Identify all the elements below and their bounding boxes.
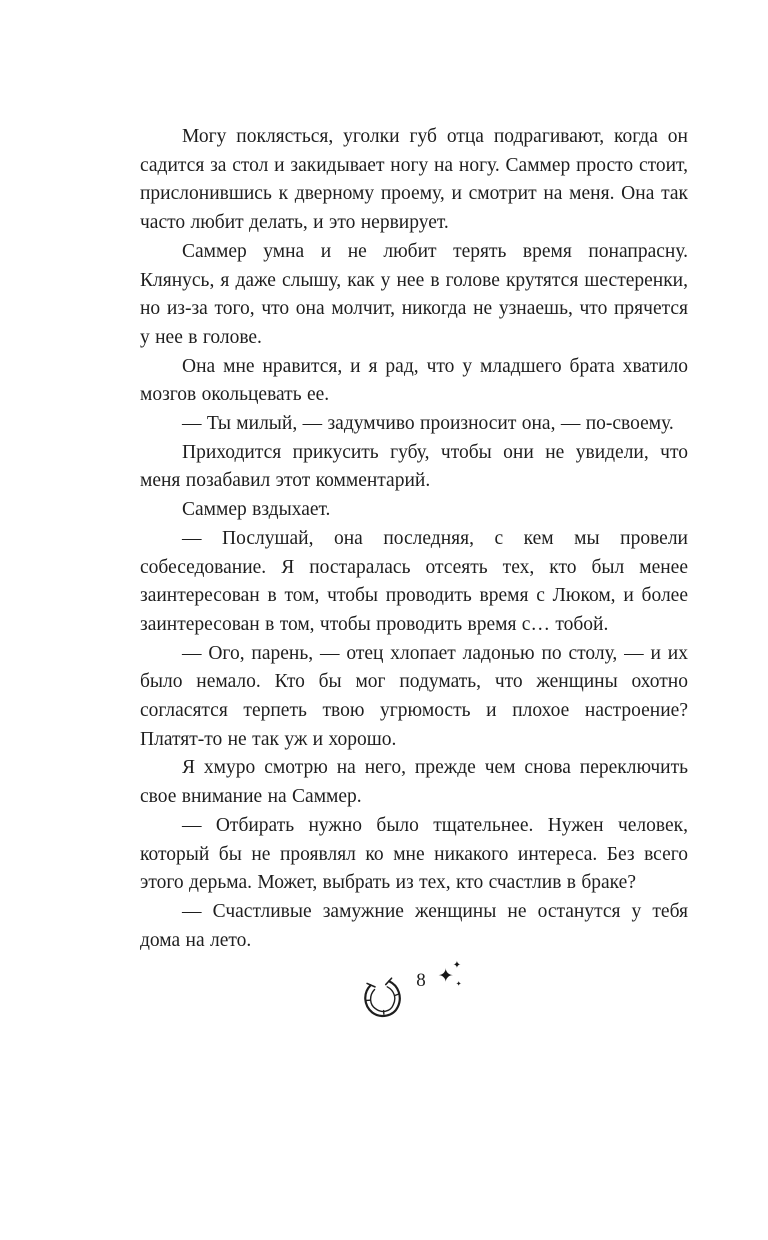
page-number: 8 (416, 970, 426, 992)
paragraph-dialogue: — Ого, парень, — отец хлопает ладонью по столу, — и их было немало. Кто бы мог подумать, что женщины охотно согласятся терпеть твою угрюмость и плохое настроение? Платят-то не так уж и хорошо. (140, 642, 688, 750)
paragraph: Приходится прикусить губу, чтобы они не увидели, что меня позабавил этот комментарий. (140, 441, 688, 492)
horseshoe-icon (355, 969, 411, 1032)
sparkles-icon (432, 961, 468, 995)
paragraph: Она мне нравится, и я рад, что у младшего брата хватило мозгов окольцевать ее. (140, 355, 688, 406)
paragraph: Могу поклясться, уголки губ отца подрагивают, когда он садится за стол и закидывает ногу на ногу. Саммер просто стоит, прислонившись к дверному проему, и смотрит на меня. Она так часто любит делать, и это нервирует. (140, 126, 688, 234)
sparkle-star-dot: ✦ (455, 980, 462, 989)
paragraph-dialogue: — Счастливые замужние женщины не останутся у тебя дома на лето. (140, 900, 688, 951)
paragraph: Саммер умна и не любит терять время понапрасну. Клянусь, я даже слышу, как у нее в голове крутятся шестеренки, но из-за того, что она молчит, никогда не узнаешь, что прячется у нее в голове. (140, 240, 688, 348)
paragraph: Саммер вздыхает. (182, 499, 331, 521)
sparkle-star-small: ✦ (452, 960, 462, 972)
paragraph-dialogue: — Ты милый, — задумчиво произносит она, — по-своему. (182, 413, 674, 435)
page-footer (140, 960, 688, 1037)
paragraph-dialogue: — Послушай, она последняя, с кем мы провели собеседование. Я постаралась отсеять тех, кто был менее заинтересован в том, чтобы проводить время с Люком, и более заинтересован в том, чтобы проводить время с… тобой. (140, 527, 688, 635)
sparkle-star-big: ✦ (437, 966, 454, 988)
paragraph: Я хмуро смотрю на него, прежде чем снова переключить свое внимание на Саммер. (140, 757, 688, 808)
page-text (140, 123, 688, 955)
paragraph-dialogue: — Отбирать нужно было тщательнее. Нужен человек, который бы не проявлял ко мне никакого интереса. Без всего этого дерьма. Может, выбрать из тех, кто счастлив в браке? (140, 814, 688, 894)
